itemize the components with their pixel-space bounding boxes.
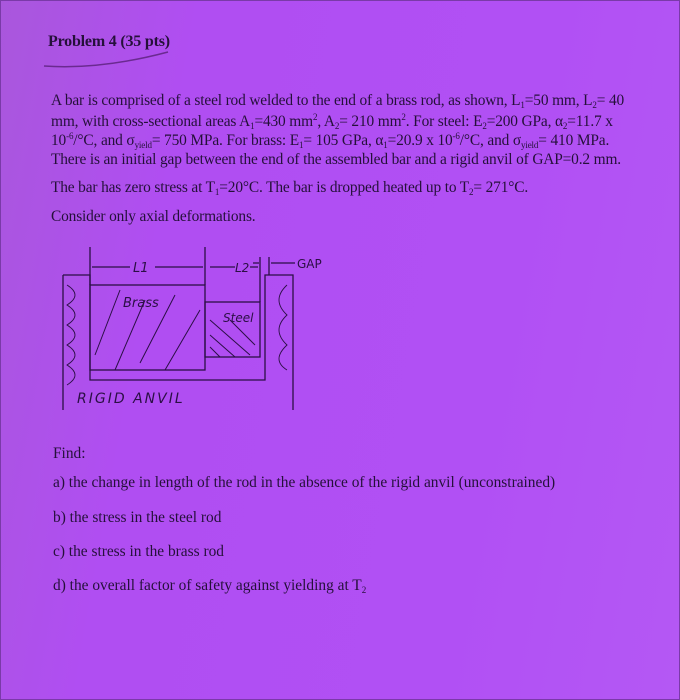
find-item-d	[53, 577, 366, 595]
text-run: =430 mm	[254, 113, 313, 130]
superscript-text: -6	[452, 131, 460, 141]
text-run: 10	[51, 132, 67, 149]
sketch-label-steel: Steel	[223, 311, 254, 325]
statement-line	[51, 131, 609, 150]
statement-line	[51, 151, 621, 169]
subscript-text: 1	[298, 140, 304, 150]
sketch-label-l1: L1	[133, 261, 149, 276]
subscript-text: 1	[214, 187, 220, 197]
sketch-label-brass: Brass	[123, 296, 159, 311]
text-run: , A	[317, 113, 335, 130]
text-run: = 40	[596, 92, 625, 109]
text-run: There is an initial gap between the end of the assembled bar and a rigid anvil of GAP=0.2 mm.	[51, 151, 622, 168]
text-run: = 271°C.	[473, 179, 529, 196]
text-run: . For steel: E	[405, 113, 483, 130]
subscript-text: 2	[334, 121, 340, 131]
subscript-text: 2	[592, 100, 597, 110]
text-run: = 410 MPa.	[538, 132, 610, 149]
text-run: =50 mm, L	[524, 92, 593, 109]
subscript-text: yield	[521, 140, 539, 150]
subscript-text: 2	[482, 121, 487, 131]
text-run: /°C, and σ	[73, 132, 135, 149]
text-run: = 210 mm	[339, 113, 402, 130]
subscript-text: 1	[250, 121, 255, 131]
subscript-text: 1	[520, 100, 525, 110]
superscript-text: -6	[66, 131, 74, 141]
text-run: =200 GPa, α	[486, 113, 563, 130]
text-run: /°C, and σ	[459, 132, 522, 149]
subscript-text: 2	[562, 121, 568, 131]
bar-anvil-sketch	[55, 245, 355, 410]
statement-line	[51, 179, 528, 197]
subscript-text: yield	[134, 140, 152, 150]
text-run: mm, with cross-sectional areas A	[51, 113, 251, 130]
text-run: a) the change in length of the rod in the absence of the rigid anvil (unconstrained)	[53, 474, 556, 491]
text-run: The bar has zero stress at T	[51, 179, 215, 196]
text-run: =20°C. The bar is dropped heated up to T	[219, 179, 470, 196]
subscript-text: 1	[383, 140, 388, 150]
text-run: = 750 MPa. For brass: E	[151, 132, 299, 149]
statement-line	[51, 112, 613, 131]
text-run: A bar is comprised of a steel rod welded to the end of a brass rod, as shown, L	[51, 92, 521, 109]
find-item-c	[53, 543, 224, 561]
sketch-label-anvil: RIGID ANVIL	[77, 391, 185, 407]
text-run: = 105 GPa, α	[303, 132, 384, 149]
find-item-b	[53, 509, 221, 527]
statement-line	[51, 92, 624, 110]
subscript-text: 2	[469, 187, 474, 197]
text-run: Consider only axial deformations.	[51, 208, 256, 225]
statement-line	[51, 208, 256, 226]
text-run: c) the stress in the brass rod	[53, 543, 224, 560]
subscript-text: 2	[361, 585, 367, 595]
superscript-text: 2	[312, 112, 318, 122]
text-run: d) the overall factor of safety against yielding at T	[53, 577, 362, 594]
sketch-label-l2: L2	[235, 261, 250, 275]
superscript-text: 2	[401, 112, 406, 122]
find-heading: Find:	[53, 445, 86, 462]
text-run: =11.7 x	[567, 113, 613, 130]
problem-title: Problem 4 (35 pts)	[48, 33, 170, 50]
sketch-label-gap: GAP	[297, 257, 322, 271]
text-run: b) the stress in the steel rod	[53, 509, 222, 526]
text-run: =20.9 x 10	[387, 132, 453, 149]
title-underline	[40, 50, 180, 70]
find-item-a	[53, 474, 555, 492]
